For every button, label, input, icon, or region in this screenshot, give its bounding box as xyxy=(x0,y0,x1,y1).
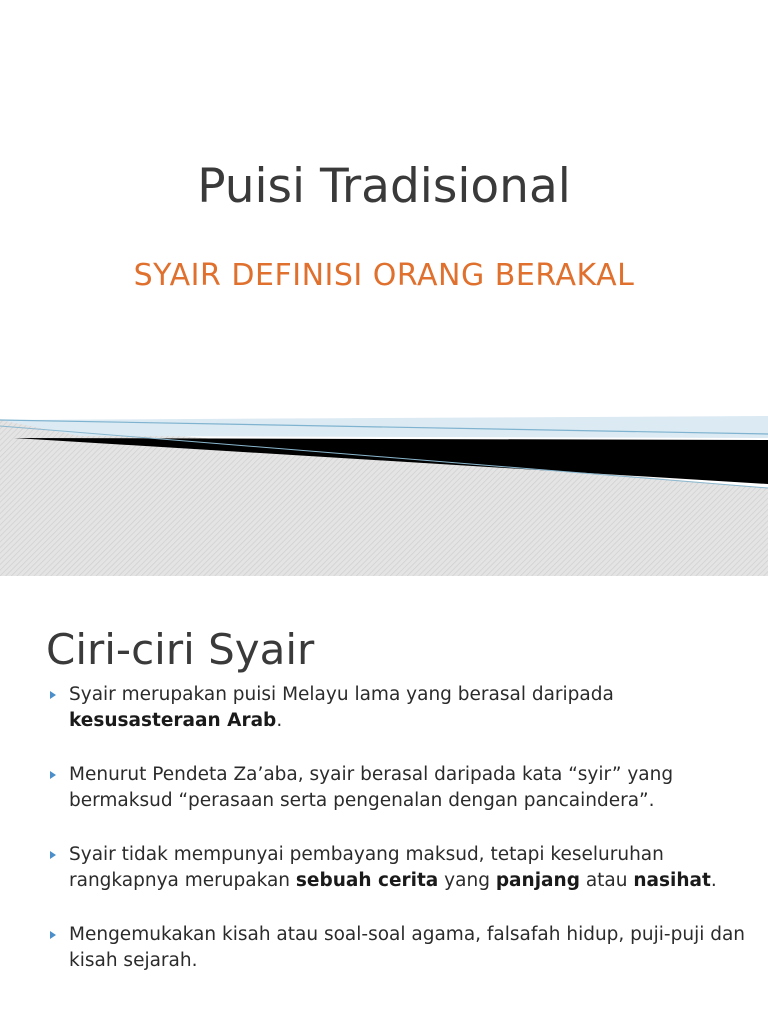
slide-subtitle: SYAIR DEFINISI ORANG BERAKAL xyxy=(133,258,635,293)
slide-title: Puisi Tradisional xyxy=(197,159,571,214)
bullet-item: Menurut Pendeta Za’aba, syair berasal daripada kata “syir” yang bermaksud “perasaan serta pengenalan dengan pancaindera”. xyxy=(48,762,748,814)
bullet-item: Syair merupakan puisi Melayu lama yang berasal daripada kesusasteraan Arab. xyxy=(48,682,748,734)
bullet-item: Mengemukakan kisah atau soal-soal agama, falsafah hidup, puji-puji dan kisah sejarah. xyxy=(48,922,748,974)
bullet-arrow-icon xyxy=(50,851,56,859)
content-title: Ciri-ciri Syair xyxy=(46,625,315,674)
bullet-arrow-icon xyxy=(50,931,56,939)
content-slide xyxy=(0,576,768,1024)
bullet-item: Syair tidak mempunyai pembayang maksud, tetapi keseluruhan rangkapnya merupakan sebuah cerita yang panjang atau nasihat. xyxy=(48,842,748,894)
bullet-arrow-icon xyxy=(50,771,56,779)
bullet-list xyxy=(48,682,748,1002)
decorative-band xyxy=(0,400,768,576)
bullet-arrow-icon xyxy=(50,691,56,699)
